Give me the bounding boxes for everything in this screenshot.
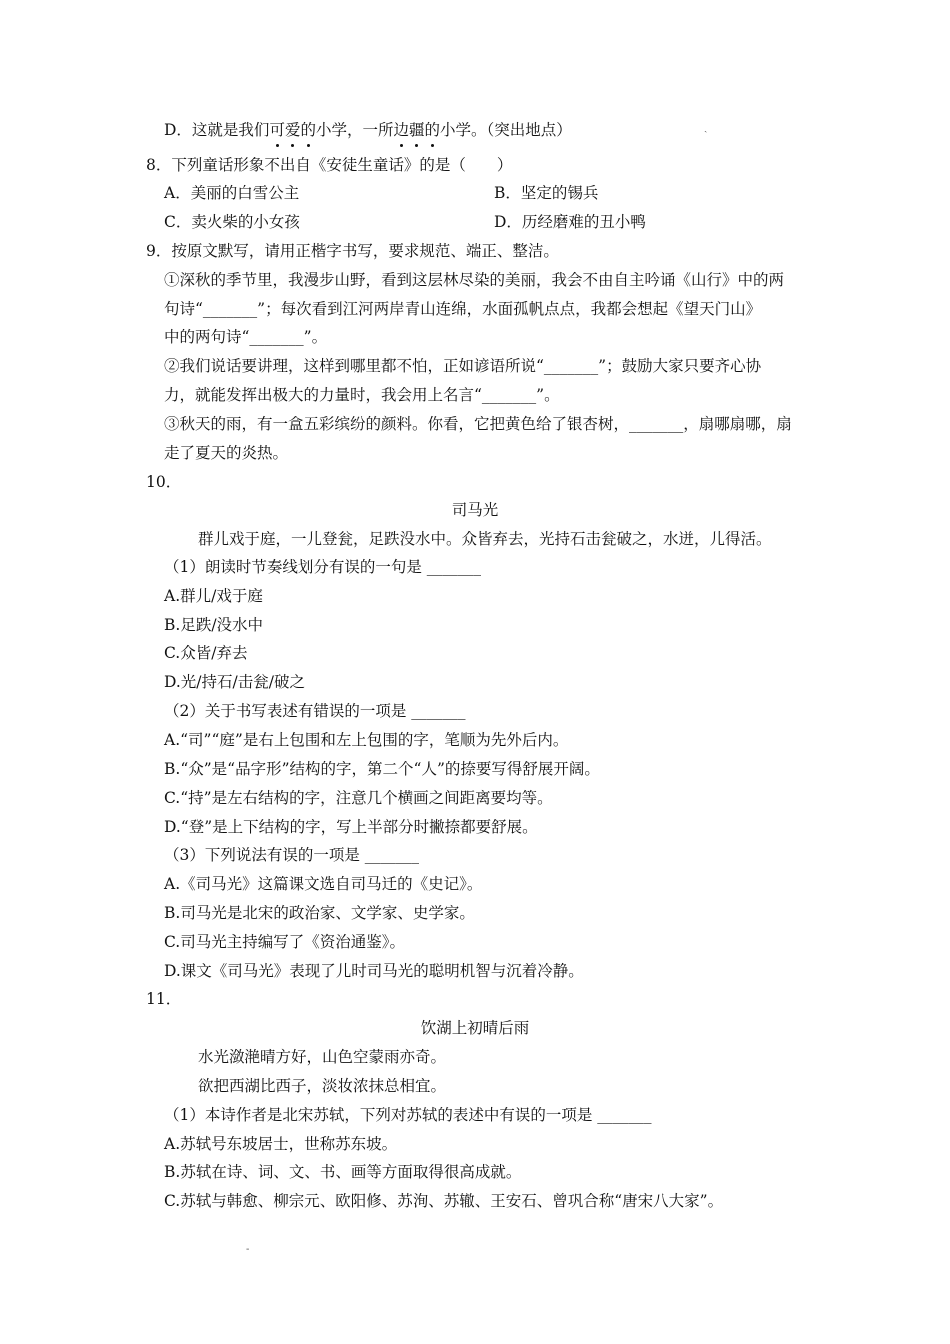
q11-poem-line: 欲把西湖比西子，淡妆浓抹总相宜。 [198,1077,447,1095]
q10-sub3-option: B.司马光是北宋的政治家、文学家、史学家。 [164,904,475,922]
q10-sub2-option: C.“持”是左右结构的字，注意几个横画之间距离要均等。 [164,789,553,807]
q10-sub1-option: A.群儿/戏于庭 [164,587,263,605]
q7d-dotted-char: 可 [269,121,285,139]
q11-sub1-option: B.苏轼在诗、词、文、书、画等方面取得很高成就。 [164,1163,522,1181]
q9-part3-line: 走了夏天的炎热。 [164,444,289,462]
q10-sub3-option: A.《司马光》这篇课文选自司马迁的《史记》。 [164,875,483,893]
q8-stem: 8．下列童话形象不出自《安徒生童话》的是（ ） [146,156,513,174]
q10-passage-text: 群儿戏于庭，一儿登瓮，足跌没水中。众皆弃去，光持石击瓮破之，水迸，儿得活。 [198,530,772,548]
q10-sub2-stem: （2）关于书写表述有错误的一项是 _______ [164,702,466,720]
q11-poem-line: 水光潋滟晴方好，山色空蒙雨亦奇。 [198,1048,447,1066]
q10-sub3-stem: （3）下列说法有误的一项是 _______ [164,846,420,864]
stray-mark: ˎ [704,122,708,133]
q8-option-a: A．美丽的白雪公主 [164,184,300,202]
q10-sub1-option: B.足跌/没水中 [164,616,264,634]
q9-stem: 9．按原文默写，请用正楷字书写，要求规范、端正、整洁。 [146,242,559,260]
q11-poem-title: 饮湖上初晴后雨 [420,1019,530,1037]
q7-option-d [164,120,572,140]
q10-number: 10． [146,473,182,491]
q10-sub2-option: B.“众”是“品字形”结构的字，第二个“人”的捺要写得舒展开阔。 [164,760,600,778]
stray-mark: - [246,1244,250,1255]
q8-option-b: B．坚定的锡兵 [494,184,599,202]
q10-sub1-stem: （1）朗读时节奏线划分有误的一句是 _______ [164,558,482,576]
q9-part2-line: ②我们说话要讲理，这样到哪里都不怕，正如谚语所说“_______”；鼓励大家只要齐心协 [164,357,762,375]
q9-part1-line: ①深秋的季节里，我漫步山野，看到这层林尽染的美丽，我会不由自主吟诵《山行》中的两 [164,271,785,289]
q11-sub1-option: A.苏轼号东坡居士，世称苏东坡。 [164,1135,398,1153]
q10-sub2-option: A.“司”“庭”是右上包围和左上包围的字，笔顺为先外后内。 [164,731,569,749]
q10-sub1-option: D.光/持石/击瓮/破之 [164,673,305,691]
q7d-mid: 小学，一所 [315,121,394,139]
q11-sub1-stem: （1）本诗作者是北宋苏轼，下列对苏轼的表述中有误的一项是 _______ [164,1106,652,1124]
q7d-pre: D．这就是我们 [164,121,270,139]
q7d-post: 小学。（突出地点） [440,121,572,139]
q7d-dotted-char: 疆 [409,121,425,139]
q9-part1-line: 中的两句诗“_______”。 [164,328,328,346]
q10-sub3-option: D.课文《司马光》表现了儿时司马光的聪明机智与沉着冷静。 [164,962,584,980]
q7d-dotted-char: 爱 [284,121,301,139]
q7d-dotted-char: 边 [393,121,410,139]
q11-number: 11． [146,990,182,1008]
q10-passage-title: 司马光 [451,501,499,519]
q10-sub2-option: D.“登”是上下结构的字，写上半部分时撇捺都要舒展。 [164,818,538,836]
q11-sub1-option: C.苏轼与韩愈、柳宗元、欧阳修、苏洵、苏辙、王安石、曾巩合称“唐宋八大家”。 [164,1192,724,1210]
q10-sub1-option: C.众皆/弃去 [164,644,248,662]
q8-option-c: C．卖火柴的小女孩 [164,213,300,231]
q9-part2-line: 力，就能发挥出极大的力量时，我会用上名言“_______”。 [164,386,560,404]
q7d-dotted-char: 的 [300,121,316,139]
q7d-dotted-char: 的 [424,121,441,139]
q9-part1-line: 句诗“_______”；每次看到江河两岸青山连绵，水面孤帆点点，我都会想起《望天门山》 [164,300,762,318]
q9-part3-line: ③秋天的雨，有一盒五彩缤纷的颜料。你看，它把黄色给了银杏树，_______，扇哪扇哪，扇 [164,415,792,433]
q8-option-d: D．历经磨难的丑小鸭 [494,213,646,231]
q10-sub3-option: C.司马光主持编写了《资治通鉴》。 [164,933,405,951]
